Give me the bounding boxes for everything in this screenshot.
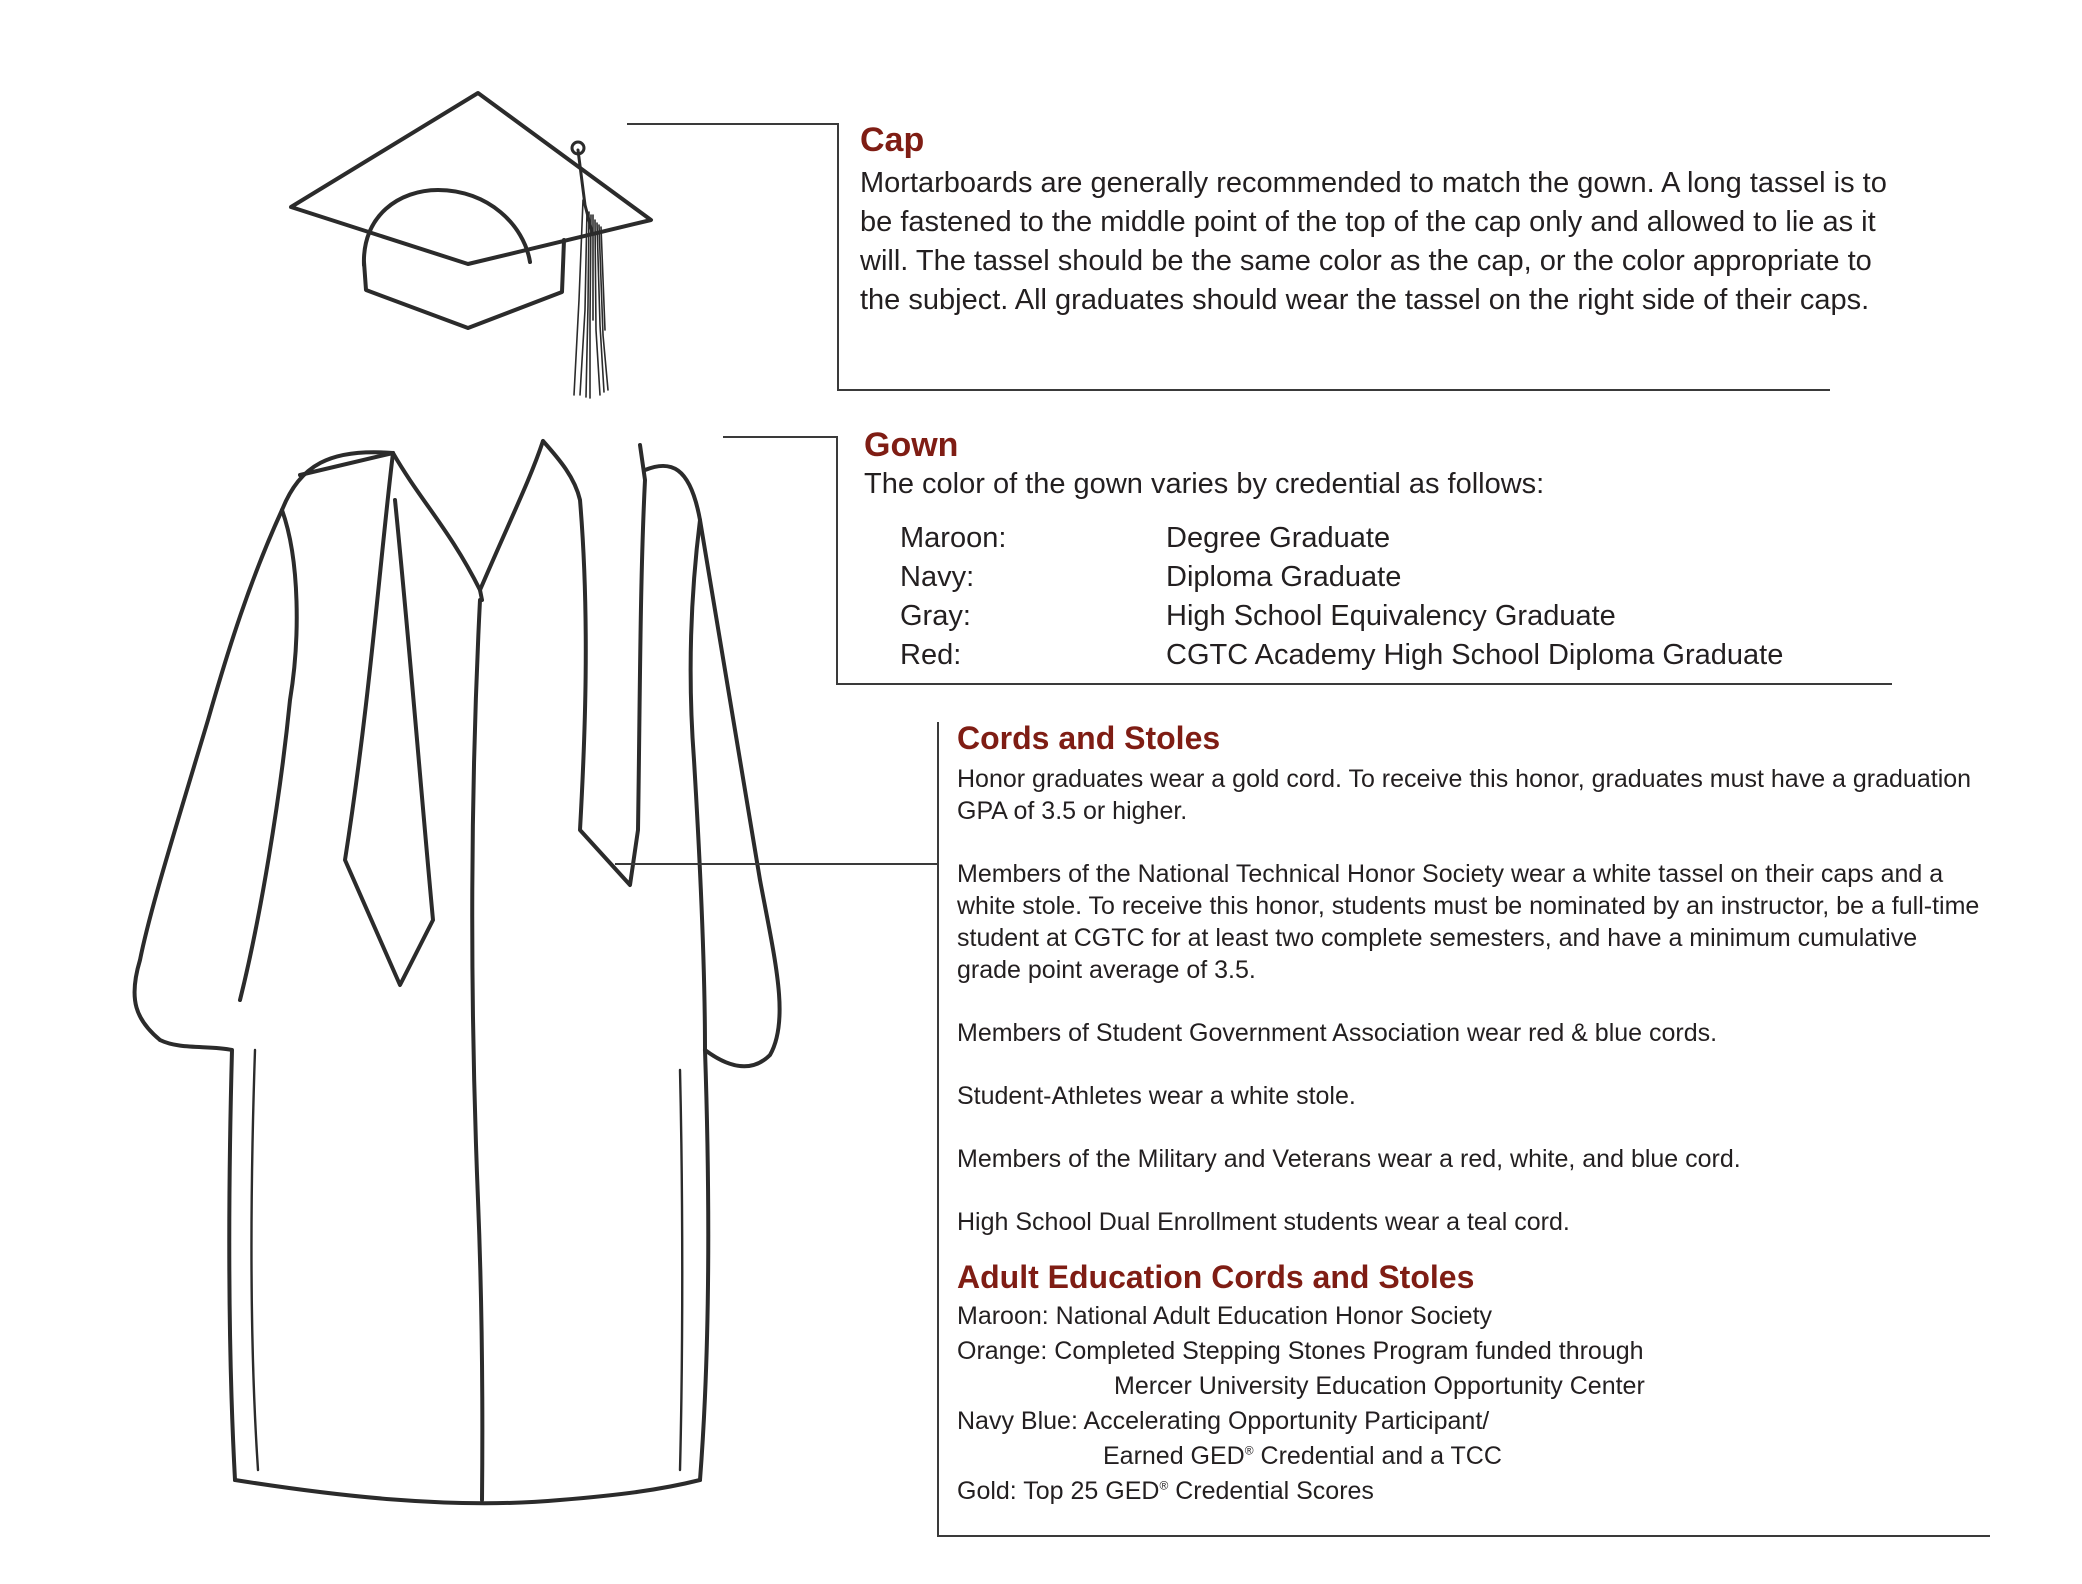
gown-color-label: Gray: xyxy=(900,600,971,632)
table-row xyxy=(900,558,1783,597)
gown-credential: High School Equivalency Graduate xyxy=(1166,600,1616,632)
gown-credential: Diploma Graduate xyxy=(1166,561,1402,593)
cords-paragraph: Members of the Military and Veterans wear a red, white, and blue cord. xyxy=(957,1145,1741,1173)
gown-color-table xyxy=(900,519,1783,675)
cap-section xyxy=(860,120,1890,320)
table-row xyxy=(900,597,1783,636)
gown-color-label: Navy: xyxy=(900,561,975,593)
gown-color-label: Maroon: xyxy=(900,522,1007,554)
gown-section xyxy=(864,425,1904,675)
list-text: Credential and a TCC xyxy=(1253,1442,1502,1470)
graduation-gown-icon xyxy=(134,441,779,1503)
adult-education-section xyxy=(957,1257,1987,1509)
list-item: Maroon: National Adult Education Honor Society xyxy=(957,1302,1493,1330)
list-text: Earned GED xyxy=(1103,1442,1245,1470)
list-text: Gold: Top 25 GED xyxy=(957,1477,1160,1505)
list-text: Credential Scores xyxy=(1168,1477,1374,1505)
adult-education-list xyxy=(957,1299,1987,1509)
cords-paragraph: Members of Student Government Association wear red & blue cords. xyxy=(957,1019,1718,1047)
table-row xyxy=(900,519,1783,558)
list-item-continuation xyxy=(957,1439,1987,1474)
list-item: Orange: Completed Stepping Stones Program funded through xyxy=(957,1337,1644,1365)
cords-paragraph: Honor graduates wear a gold cord. To receive this honor, graduates must have a graduation GPA of 3.5 or higher. xyxy=(957,765,1972,825)
cords-section xyxy=(957,718,1987,1238)
gown-credential: CGTC Academy High School Diploma Graduate xyxy=(1166,639,1784,671)
cords-heading: Cords and Stoles xyxy=(957,720,1221,756)
graduation-cap-icon xyxy=(291,93,651,398)
gown-intro: The color of the gown varies by credential as follows: xyxy=(864,468,1545,500)
gown-heading: Gown xyxy=(864,426,959,464)
gown-credential: Degree Graduate xyxy=(1166,522,1391,554)
cords-paragraph: Members of the National Technical Honor Society wear a white tassel on their caps and a white stole. To receive this honor, students must be nominated by an instructor, be a full-time student at CGTC for at least two complete semesters, and have a minimum cumulative grade point average of 3.5. xyxy=(957,860,1980,984)
cords-paragraph: Student-Athletes wear a white stole. xyxy=(957,1082,1356,1110)
cords-paragraph: High School Dual Enrollment students wear a teal cord. xyxy=(957,1208,1570,1236)
list-item: Navy Blue: Accelerating Opportunity Participant/ xyxy=(957,1407,1490,1435)
registered-mark: ® xyxy=(1244,1443,1254,1458)
cap-heading: Cap xyxy=(860,121,925,159)
list-item-continuation: Mercer University Education Opportunity Center xyxy=(1114,1372,1645,1400)
adult-education-heading: Adult Education Cords and Stoles xyxy=(957,1259,1475,1295)
table-row xyxy=(900,636,1783,675)
list-item xyxy=(957,1474,1987,1509)
registered-mark: ® xyxy=(1159,1478,1169,1493)
gown-color-label: Red: xyxy=(900,639,962,671)
cap-description: Mortarboards are generally recommended to match the gown. A long tassel is to be fastened to the middle point of the top of the cap only and allowed to lie as it will. The tassel should be the same color as the cap, or the color appropriate to the subject. All graduates should wear the tassel on the right side of their caps. xyxy=(860,167,1887,316)
